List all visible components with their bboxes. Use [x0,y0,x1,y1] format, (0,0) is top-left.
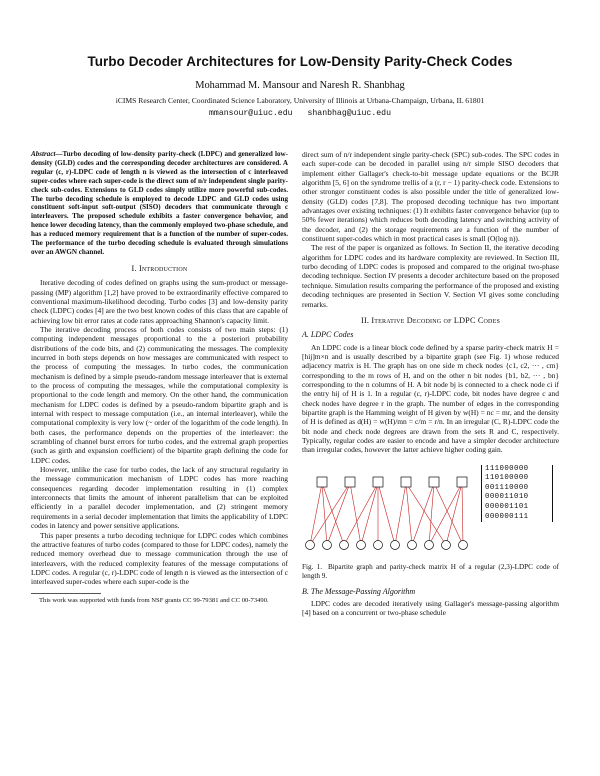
abstract [31,150,288,257]
parity-check-matrix [481,465,553,523]
email-1[interactable]: mmansour@uiuc.edu [209,109,293,118]
graph-edges [310,483,463,545]
intro-paragraph: The iterative decoding process of both codes consists of two main steps: (1) computing independent messages proportional to the a posteriori probability distributions of the code bits, and (2) communicating the messages. The complexity incurred in both steps depends on how messages are communicated with respect to the process of computing the messages. In turbo codes, the communication mechanism is defined by a simple pseudo-random message interleaver that is external to the process of computing the messages, while the computational complexity is proportional to the code length and memory. On the other hand, the communication mechanism for LDPC codes is defined by a pseudo-random bipartite graph and is internal with respect to message computation (i.e., an internal interleaver), while the computational complexity is very low (~ order of the logarithm of the code length). In both cases, the performance depends on the properties of the interleaver: the scrambling of channel burst errors for turbo codes, and the extremal graph properties (such as girth and expansion coefficient) of the bipartite graph defining the code for LDPC codes. [31,324,288,465]
figure-caption-text: Bipartite graph and parity-check matrix H of a regular (2,3)-LDPC code of length 9. [302,562,559,580]
right-column [302,150,559,618]
check-nodes [317,477,467,487]
matrix-row: 000011010 [485,493,529,502]
figure-caption [302,563,559,581]
footnote-rule [31,593,101,594]
body-paragraph: direct sum of n/r independent single parity-check (SPC) sub-codes. The SPC codes in each super-code can be decoded in parallel using n/r simple SISO decoders that implement either Gallager's check-to-bit message update equations or the BCJR algorithm [5, 6] on the syndrome trellis of a (r, r − 1) parity-check code. Extensions to other stronger constituent codes is also possible under the title of generalized low-density (GLD) codes [7,8]. The proposed decoding technique has two important advantages over existing techniques: (1) It exhibits faster convergence behavior (up to 50% fewer iterations) which reduces both decoding latency and switching activity of the decoder, and (2) the storage requirements are a function of the number of constituent super-codes which in most practical cases is small (O(log n)). [302,150,559,244]
matrix-row: 000000111 [485,512,529,521]
matrix-row: 001110000 [485,483,529,492]
matrix-row: 000001101 [485,503,529,512]
figure-caption-label: Fig. 1. [302,562,323,571]
figure-1 [302,463,559,559]
paper-title: Turbo Decoder Architectures for Low-Density Parity-Check Codes [87,54,513,69]
intro-paragraph: However, unlike the case for turbo codes, the lack of any structural regularity in the message communication mechanism of LDPC codes has more reaching consequences regarding decoder implementation resulting in (1) complex interconnects that limits the amount of inherent parallelism that can be exploited efficiently in a parallel decoder implementation, and (2) stringent memory requirements in a serial decoder implementation that limits the applicability of LDPC codes in latency and power sensitive applications. [31,465,288,531]
abstract-label: Abstract [31,150,56,158]
subsection-heading-ldpc-codes: A. LDPC Codes [302,330,354,340]
section-heading-introduction: I. Introduction [131,263,188,273]
matrix-row: 111000000 [485,464,529,473]
bit-nodes [306,540,468,549]
body-paragraph: LDPC codes are decoded iteratively using Gallager's message-passing algorithm [4] based on a concurrent or two-phase schedule [302,599,559,618]
matrix-row: 110100000 [485,474,529,483]
subsection-heading-message-passing: B. The Message-Passing Algorithm [302,586,416,596]
intro-paragraph: Iterative decoding of codes defined on graphs using the sum-product or message-passing (MP) algorithm [1,2] have proved to be extraordinarily effective compared to conventional maximum-likelihood decoding. Turbo codes [3] and low-density parity check (LDPC) codes [4] are the two best known codes of this class that are capable of achieving low bit error rates at code rates approaching Shannon's capacity limit. [31,278,288,325]
body-paragraph: An LDPC code is a linear block code defined by a sparse parity-check matrix H = [hij]m×n and is usually described by a bipartite graph (see Fig. 1) whose reduced adjacency matrix is H. The graph has on one side m check nodes {c1, c2, ··· , cm} corresponding to the m rows of H, and on the other n bit nodes {b1, b2, ··· , bn} corresponding to the n columns of H. A bit node bj is connected to a check node ci if the entry hij of H is 1. In a regular (c, r)-LDPC code, bit nodes have degree c and check nodes have degree r in the graph. The number of edges in the corresponding bipartite graph is the Hamming weight of H given by w(H) = nc = mr, and the density of H is defined as d(H) = w(H)/mn = c/m = r/n. In an irregular (C, R)-LDPC code the bit node and check node degrees are drawn from the sets R and C, respectively. Typically, regular codes are easier to encode and have a simpler decoder architecture than irregular codes, however the latter achieve higher coding gain. [302,342,559,455]
abstract-text: —Turbo decoding of low-density parity-check (LDPC) and generalized low-density (GLD) codes and the corresponding decoder architectures are considered. A regular (c, r)-LDPC code of length n is viewed as the intersection of c interleaved super-codes where each super-code is the direct sum of n/r independent single parity-check sub-codes. Extensions to GLD codes simply utilize more powerful sub-codes. The turbo decoding schedule is employed to decode LDPC and GLD codes using constituent soft-input soft-output (SISO) decoders that communicate through c interleavers. The proposed schedule exhibits a faster convergence behavior, and hence lower decoding latency, than the commonly employed two-phase schedule, and has a reduced memory requirement that is a function of the number of super-codes. The performance of the turbo decoding schedule is evaluated through simulations over an AWGN channel. [31,150,288,256]
intro-paragraph: This paper presents a turbo decoding technique for LDPC codes which combines the attractive features of turbo codes (compared to those for LDPC codes), namely the reduced memory overhead due to message communication through the use of interleavers, with the reduced complexity features of the message computations of LDPC codes. A regular (c, r)-LDPC code of length n is viewed as the intersection of c interleaved super-codes where each super-code is the [31,530,288,587]
section-heading-iterative-decoding: II. Iterative Decoding of LDPC Codes [361,315,500,325]
paper-affiliation: iCIMS Research Center, Coordinated Science Laboratory, University of Illinois at Urbana-Champaign, Urbana, IL 61801 [115,96,485,105]
paper-authors: Mohammad M. Mansour and Naresh R. Shanbhag [195,80,405,91]
footnote: This work was supported with funds from NSF grants CC 99-79381 and CC 00-73490. [39,596,269,604]
author-emails [0,109,600,118]
email-2[interactable]: shanbhag@uiuc.edu [307,109,391,118]
left-column [31,150,288,605]
bipartite-graph [302,463,477,559]
body-paragraph: The rest of the paper is organized as follows. In Section II, the iterative decoding algorithm for LDPC codes and its hardware complexity are reviewed. In Section III, turbo decoding of LDPC codes is proposed and compared to the original two-phase decoding technique. Section IV presents a decoder architecture based on the proposed technique. Simulation results comparing the performance of the proposed and existing decoding techniques are presented in Section V. Section VI gives some concluding remarks. [302,243,559,309]
